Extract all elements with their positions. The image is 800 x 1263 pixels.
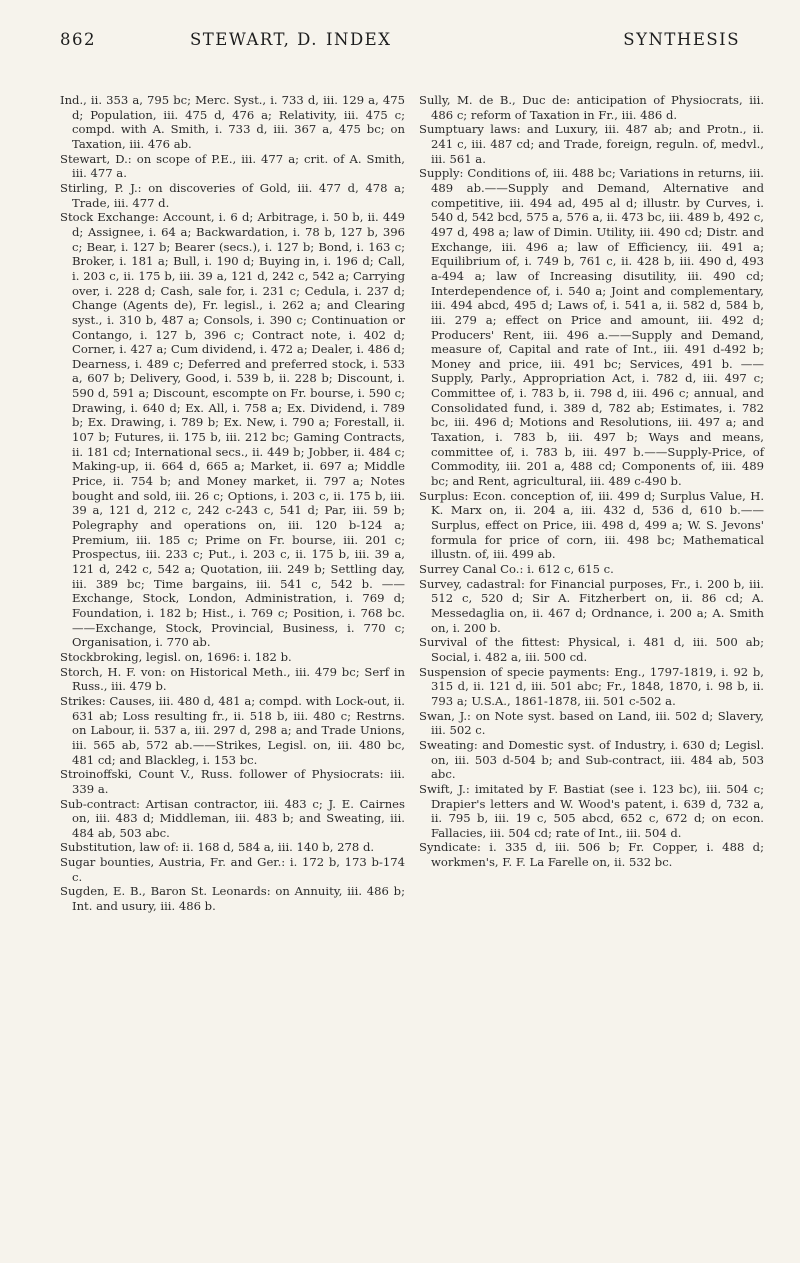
index-entry: Sully, M. de B., Duc de: anticipation of Physiocrats, iii. 486 c; reform of Taxation in Fr., iii. 486 d. — [419, 93, 764, 122]
index-entry: Ind., ii. 353 a, 795 bc; Merc. Syst., i. 733 d, iii. 129 a, 475 d; Population, iii. 475 d, 476 a; Relativity, iii. 475 c; compd. with A. Smith, i. 733 d, iii. 367 a, 475 bc; on Taxation, iii. 476 ab. — [60, 93, 405, 151]
index-entry: Sweating: and Domestic syst. of Industry, i. 630 d; Legisl. on, iii. 503 d-504 b; and Sub-contract, iii. 484 ab, 503 abc. — [419, 737, 764, 782]
index-entry: Sugar bounties, Austria, Fr. and Ger.: i. 172 b, 173 b-174 c. — [60, 855, 405, 884]
index-entry: Stock Exchange: Account, i. 6 d; Arbitrage, i. 50 b, ii. 449 d; Assignee, i. 64 a; Backwardation, i. 78 b, 127 b, 396 c; Bear, i. 127 b; Bearer (secs.), i. 127 b; Bond, i. 163 c; Broker, i. 181 a; Bull, i. 190 d; Buying in, i. 196 d; Call, i. 203 c, ii. 175 b, iii. 39 a, 121 d, 242 c, 542 a; Carrying over, i. 228 d; Cash, sale for, i. 231 c; Cedula, i. 237 d; Change (Agents de), Fr. legisl., i. 262 a; and Clearing syst., i. 310 b, 487 a; Consols, i. 390 c; Continuation or Contango, i. 127 b, 396 c; Contract note, i. 402 d; Corner, i. 427 a; Cum dividend, i. 472 a; Dealer, i. 486 d; Dearness, i. 489 c; Deferred and preferred stock, i. 533 a, 607 b; Delivery, Good, i. 539 b, ii. 228 b; Discount, i. 590 d, 591 a; Discount, escompte on Fr. bourse, i. 590 c; Drawing, i. 640 d; Ex. All, i. 758 a; Ex. Dividend, i. 789 b; Ex. Drawing, i. 789 b; Ex. New, i. 790 a; Forestall, ii. 107 b; Futures, ii. 175 b, iii. 212 bc; Gaming Contracts, ii. 181 cd; International secs., ii. 449 b; Jobber, ii. 484 c; Making-up, ii. 664 d, 665 a; Market, ii. 697 a; Middle Price, ii. 754 b; and Money market, ii. 797 a; Notes bought and sold, iii. 26 c; Options, i. 203 c, ii. 175 b, iii. 39 a, 121 d, 212 c, 242 c-243 c, 541 d; Par, iii. 59 b; Polegraphy and operations on, iii. 120 b-124 a; Premium, iii. 185 c; Prime on Fr. bourse, iii. 201 c; Prospectus, iii. 233 c; Put., i. 203 c, ii. 175 b, iii. 39 a, 121 d, 242 c, 542 a; Quotation, iii. 249 b; Settling day, iii. 389 bc; Time bargains, iii. 541 c, 542 b. ——Exchange, Stock, London, Administration, i. 769 d; Foundation, i. 182 b; Hist., i. 769 c; Position, i. 768 bc.——Exchange, Stock, Provincial, Business, i. 770 c; Organisation, i. 770 ab. — [60, 210, 405, 650]
index-column-left — [60, 93, 405, 914]
running-head: STEWART, D. — [190, 30, 318, 49]
index-entry: Supply: Conditions of, iii. 488 bc; Variations in returns, iii. 489 ab.——Supply and Demand, Alternative and competitive, iii. 494 ad, 495 al d; illustr. by Curves, i. 540 d, 542 bcd, 575 a, 576 a, ii. 473 bc, iii. 489 b, 492 c, 497 d, 498 a; law of Dimin. Utility, iii. 490 cd; Distr. and Exchange, iii. 496 a; law of Efficiency, iii. 491 a; Equilibrium of, i. 749 b, 761 c, ii. 428 b, iii. 490 d, 493 a-494 a; law of Increasing disutility, iii. 490 cd; Interdependence of, i. 540 a; Joint and complementary, iii. 494 abcd, 495 d; Laws of, i. 541 a, ii. 582 d, 584 b, iii. 279 a; effect on Price and amount, iii. 492 d; Producers' Rent, iii. 496 a.——Supply and Demand, measure of, Capital and rate of Int., iii. 491 d-492 b; Money and price, iii. 491 bc; Services, 491 b. ——Supply, Parly., Appropriation Act, i. 782 d, iii. 497 c; Committee of, i. 783 b, ii. 798 d, iii. 496 c; annual, and Consolidated fund, i. 389 d, 782 ab; Estimates, i. 782 bc, iii. 496 d; Motions and Resolutions, iii. 497 a; and Taxation, i. 783 b, iii. 497 b; Ways and means, committee of, i. 783 b, iii. 497 b.——Supply-Price, of Commodity, iii. 201 a, 488 cd; Components of, iii. 489 bc; and Rent, agricultural, iii. 489 c-490 b. — [419, 166, 764, 489]
section-title: INDEX — [326, 30, 392, 49]
index-entry: Syndicate: i. 335 d, iii. 506 b; Fr. Copper, i. 488 d; workmen's, F. F. La Farelle on, ii. 532 bc. — [419, 840, 764, 870]
index-entry: Stewart, D.: on scope of P.E., iii. 477 a; crit. of A. Smith, iii. 477 a. — [60, 151, 405, 181]
index-entry: Sumptuary laws: and Luxury, iii. 487 ab; and Protn., ii. 241 c, iii. 487 cd; and Trade, foreign, reguln. of, medvl., iii. 561 a. — [419, 122, 764, 166]
index-entry: Sugden, E. B., Baron St. Leonards: on Annuity, iii. 486 b; Int. and usury, iii. 486 b. — [60, 884, 405, 914]
index-entry: Survey, cadastral: for Financial purposes, Fr., i. 200 b, iii. 512 c, 520 d; Sir A. Fitzherbert on, ii. 86 cd; A. Messedaglia on, ii. 467 d; Ordnance, i. 200 a; A. Smith on, i. 200 b. — [419, 576, 764, 635]
index-entry: Swan, J.: on Note syst. based on Land, iii. 502 d; Slavery, iii. 502 c. — [419, 708, 764, 738]
index-entry: Substitution, law of: ii. 168 d, 584 a, iii. 140 b, 278 d. — [60, 840, 375, 855]
index-entry: Stroinoffski, Count V., Russ. follower of Physiocrats: iii. 339 a. — [60, 767, 405, 796]
page-header — [60, 30, 740, 70]
index-entry: Strikes: Causes, iii. 480 d, 481 a; compd. with Lock-out, ii. 631 ab; Loss resulting fr., ii. 518 b, iii. 480 c; Restrns. on Labour, ii. 537 a, iii. 297 d, 298 a; and Trade Unions, iii. 565 ab, 572 ab.——Strikes, Legisl. on, iii. 480 bc, 481 cd; and Blackleg, i. 153 bc. — [60, 693, 405, 767]
index-entry: Suspension of specie payments: Eng., 1797-1819, i. 92 b, 315 d, ii. 121 d, iii. 501 abc; Fr., 1848, 1870, i. 98 b, ii. 793 a; U.S.A., 1861-1878, iii. 501 c-502 a. — [419, 664, 764, 708]
index-entry: Surrey Canal Co.: i. 612 c, 615 c. — [419, 562, 614, 576]
section-range: SYNTHESIS — [623, 30, 740, 49]
page-number: 862 — [60, 30, 96, 49]
index-column-right — [419, 93, 764, 870]
index-entry: Storch, H. F. von: on Historical Meth., iii. 479 bc; Serf in Russ., iii. 479 b. — [60, 664, 405, 694]
index-entry: Stirling, P. J.: on discoveries of Gold, iii. 477 d, 478 a; Trade, iii. 477 d. — [60, 180, 405, 210]
index-entry: Sub-contract: Artisan contractor, iii. 483 c; J. E. Cairnes on, iii. 483 d; Middleman, iii. 483 b; and Sweating, iii. 484 ab, 503 abc. — [60, 796, 405, 840]
index-entry: Survival of the fittest: Physical, i. 481 d, iii. 500 ab; Social, i. 482 a, iii. 500 cd. — [419, 635, 764, 664]
index-entry: Swift, J.: imitated by F. Bastiat (see i. 123 bc), iii. 504 c; Drapier's letters and W. Wood's patent, i. 639 d, 732 a, ii. 795 b, iii. 19 c, 505 abcd, 652 c, 672 d; on econ. Fallacies, iii. 504 cd; rate of Int., iii. 504 d. — [419, 781, 764, 840]
index-entry: Stockbroking, legisl. on, 1696: i. 182 b. — [60, 649, 292, 664]
index-entry: Surplus: Econ. conception of, iii. 499 d; Surplus Value, H. K. Marx on, ii. 204 a, iii. 432 d, 536 d, 610 b.——Surplus, effect on Price, iii. 498 d, 499 a; W. S. Jevons' formula for price of corn, iii. 498 bc; Mathematical illustn. of, iii. 499 ab. — [419, 488, 764, 562]
